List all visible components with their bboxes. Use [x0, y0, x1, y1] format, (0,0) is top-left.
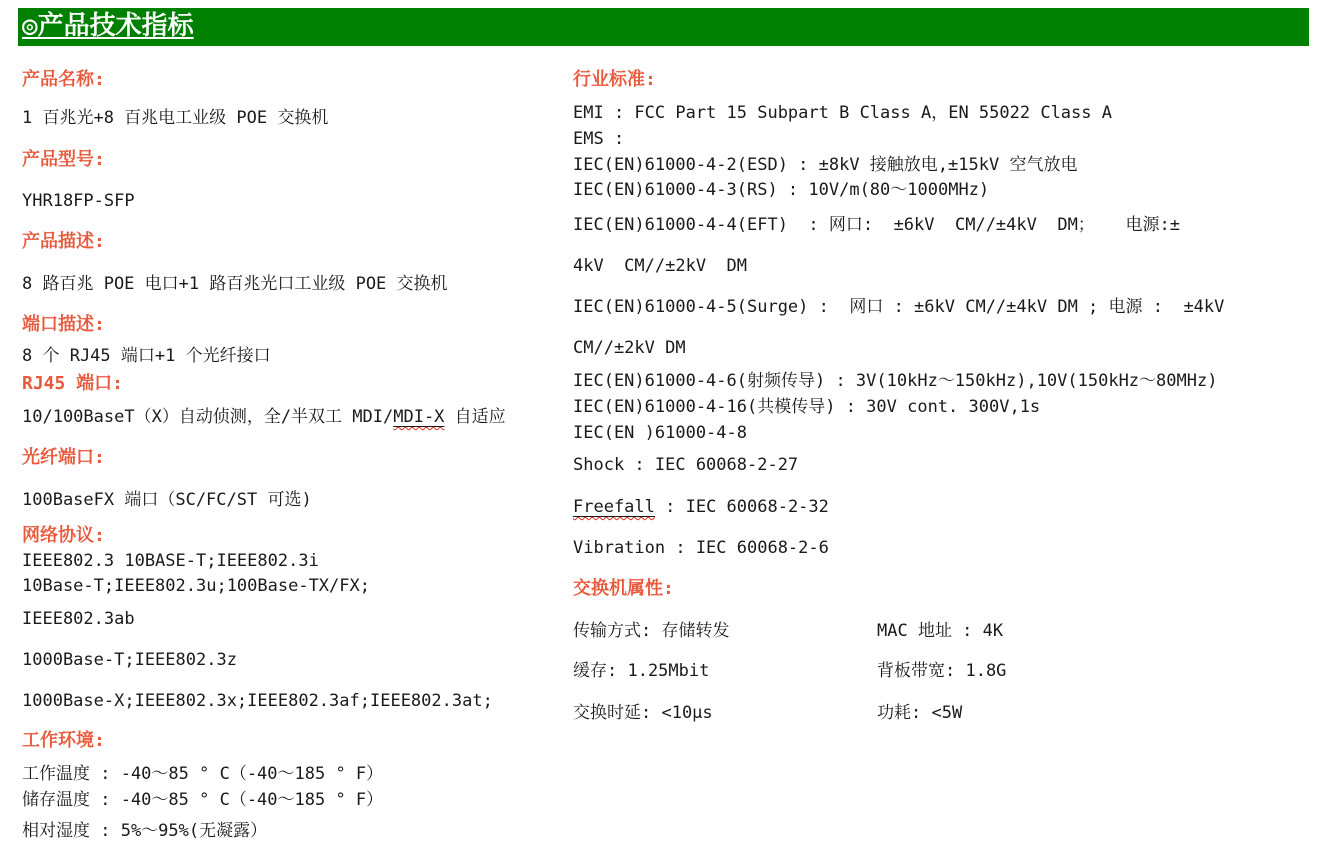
ems-text: EMS : — [573, 129, 625, 149]
shock-text: Shock : IEC 60068-2-27 — [573, 455, 799, 475]
rs-text: IEC(EN)61000-4-3(RS) : 10V/m(80～1000MHz) — [573, 180, 990, 200]
protocol-line-4: 1000Base-T;IEEE802.3z — [22, 650, 237, 670]
protocol-line-2: 10Base-T;IEEE802.3u;100Base-TX/FX; — [22, 576, 370, 596]
freefall-text — [573, 494, 829, 520]
humidity-text: 相对湿度 : 5%～95%(无凝露） — [22, 821, 268, 841]
switch-latency-text: 交换时延: <10μs — [573, 703, 713, 723]
protocol-heading: 网络协议: — [22, 525, 105, 546]
backplane-bandwidth-text: 背板带宽: 1.8G — [877, 661, 1007, 681]
eft-line-1: IEC(EN)61000-4-4(EFT) : 网口: ±6kV CM//±4kV DM； 电源:± — [573, 215, 1180, 235]
storage-temp-text: 储存温度 : -40～85 ° C（-40～185 ° F） — [22, 790, 384, 810]
fiber-port-text: 100BaseFX 端口（SC/FC/ST 可选) — [22, 490, 312, 510]
switch-attr-heading: 交换机属性: — [573, 578, 674, 599]
industry-standard-heading: 行业标准: — [573, 69, 656, 90]
vibration-text: Vibration : IEC 60068-2-6 — [573, 538, 829, 558]
rj45-port-heading: RJ45 端口: — [22, 373, 124, 394]
product-name-text: 1 百兆光+8 百兆电工业级 POE 交换机 — [22, 108, 329, 128]
section-header-bar — [18, 8, 1309, 46]
esd-text: IEC(EN)61000-4-2(ESD) : ±8kV 接触放电,±15kV 空气放电 — [573, 155, 1078, 175]
product-model-heading: 产品型号: — [22, 149, 105, 170]
freefall-rest: : IEC 60068-2-32 — [654, 497, 829, 517]
mdix-squiggle — [393, 407, 444, 427]
protocol-line-3: IEEE802.3ab — [22, 609, 135, 629]
surge-line-2: CM//±2kV DM — [573, 338, 686, 358]
port-desc-heading: 端口描述: — [22, 314, 105, 335]
mdix-underlined-word: MDI-X — [393, 407, 445, 427]
product-model-text: YHR18FP-SFP — [22, 191, 135, 211]
common-mode-text: IEC(EN)61000-4-16(共模传导) : 30V cont. 300V,1s — [573, 397, 1041, 417]
rf-conduction-text: IEC(EN)61000-4-6(射频传导) : 3V(10kHz～150kHz),10V(150kHz～80MHz) — [573, 371, 1218, 391]
surge-line-1: IEC(EN)61000-4-5(Surge) : 网口 : ±6kV CM//±4kV DM ; 电源 : ±4kV — [573, 297, 1225, 317]
port-desc-text: 8 个 RJ45 端口+1 个光纤接口 — [22, 346, 271, 366]
rj45-text-suffix: 自适应 — [444, 407, 506, 427]
product-desc-text: 8 路百兆 POE 电口+1 路百兆光口工业级 POE 交换机 — [22, 274, 448, 294]
product-name-heading: 产品名称: — [22, 69, 105, 90]
transmission-mode-text: 传输方式: 存储转发 — [573, 621, 730, 641]
product-desc-heading: 产品描述: — [22, 231, 105, 252]
eft-line-2: 4kV CM//±2kV DM — [573, 256, 747, 276]
iec-61000-4-8-text: IEC(EN )61000-4-8 — [573, 423, 747, 443]
protocol-line-5: 1000Base-X;IEEE802.3x;IEEE802.3af;IEEE802.3at; — [22, 691, 493, 711]
section-title: ◎产品技术指标 — [22, 11, 194, 41]
buffer-text: 缓存: 1.25Mbit — [573, 661, 710, 681]
protocol-line-1: IEEE802.3 10BASE-T;IEEE802.3i — [22, 551, 319, 571]
rj45-port-text — [22, 404, 506, 430]
rj45-text-prefix: 10/100BaseT（X）自动侦测，全/半双工 MDI/ — [22, 407, 394, 427]
fiber-port-heading: 光纤端口: — [22, 447, 105, 468]
freefall-squiggle — [573, 497, 655, 517]
freefall-underlined-word: Freefall — [573, 497, 655, 517]
emi-text: EMI : FCC Part 15 Subpart B Class A，EN 55022 Class A — [573, 103, 1112, 123]
operating-temp-text: 工作温度 : -40～85 ° C（-40～185 ° F） — [22, 764, 384, 784]
power-consumption-text: 功耗: <5W — [877, 703, 963, 723]
environment-heading: 工作环境: — [22, 730, 105, 751]
mac-address-text: MAC 地址 : 4K — [877, 621, 1004, 641]
